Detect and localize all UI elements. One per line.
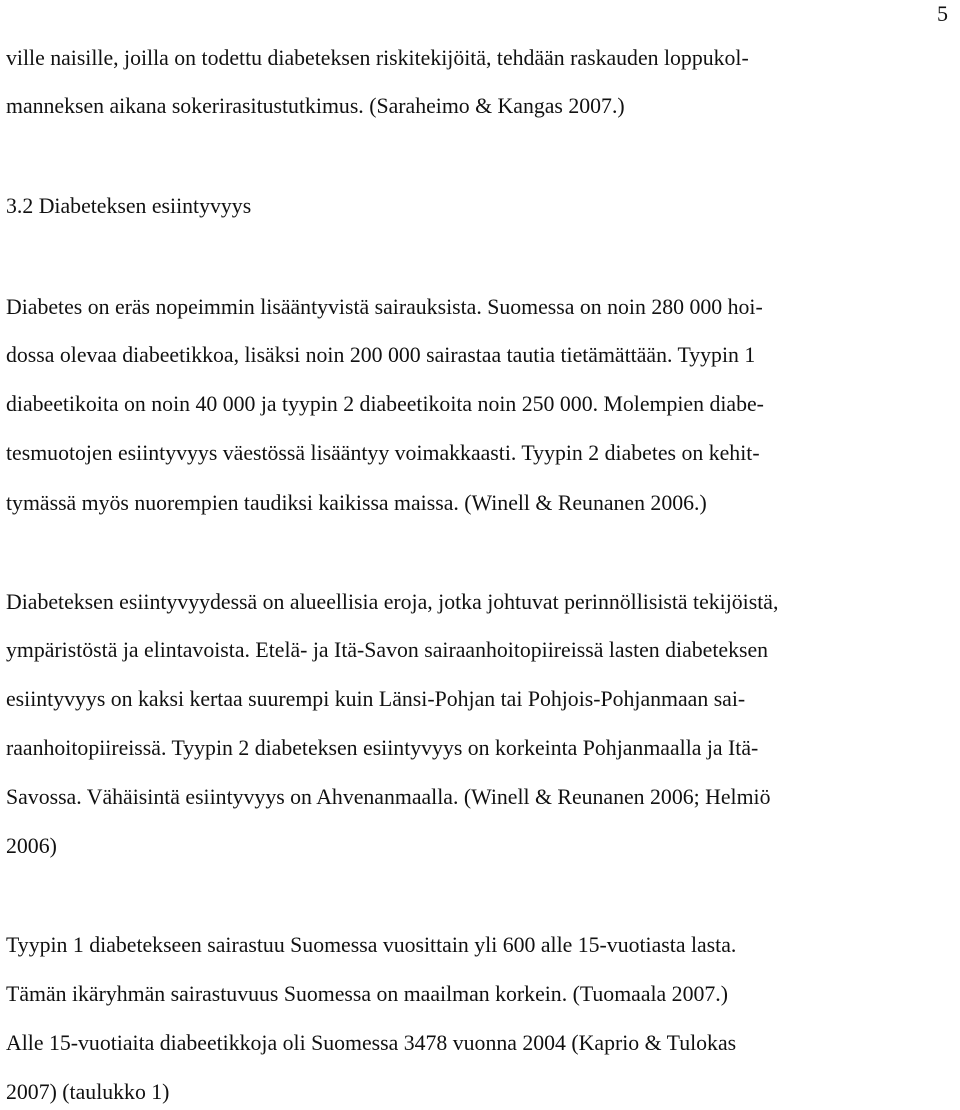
section-heading: 3.2 Diabeteksen esiintyvyys: [6, 194, 252, 218]
paragraph-line: Alle 15-vuotiaita diabeetikkoja oli Suomessa 3478 vuonna 2004 (Kaprio & Tulokas: [6, 1031, 737, 1055]
paragraph-line: 2006): [6, 834, 57, 858]
paragraph-line: raanhoitopiireissä. Tyypin 2 diabeteksen esiintyvyys on korkeinta Pohjanmaalla ja Itä-: [6, 736, 759, 760]
paragraph-line: Diabeteksen esiintyvyydessä on alueellisia eroja, jotka johtuvat perinnöllisistä tekijöistä,: [6, 590, 779, 614]
paragraph-line: 2007) (taulukko 1): [6, 1080, 170, 1104]
paragraph-line: ympäristöstä ja elintavoista. Etelä- ja Itä-Savon sairaanhoitopiireissä lasten diabeteksen: [6, 638, 769, 662]
paragraph-line: Tyypin 1 diabetekseen sairastuu Suomessa vuosittain yli 600 alle 15-vuotiasta lasta.: [6, 933, 737, 957]
paragraph-line: dossa olevaa diabeetikkoa, lisäksi noin 200 000 sairastaa tautia tietämättään. Tyypin 1: [6, 343, 756, 367]
page-number: 5: [937, 1, 948, 26]
paragraph-line: Tämän ikäryhmän sairastuvuus Suomessa on maailman korkein. (Tuomaala 2007.): [6, 982, 728, 1006]
paragraph-line: tymässä myös nuorempien taudiksi kaikissa maissa. (Winell & Reunanen 2006.): [6, 491, 707, 515]
intro-line: manneksen aikana sokerirasitustutkimus. (Saraheimo & Kangas 2007.): [6, 94, 625, 118]
paragraph-line: esiintyvyys on kaksi kertaa suurempi kuin Länsi-Pohjan tai Pohjois-Pohjanmaan sai-: [6, 687, 746, 711]
paragraph-line: Savossa. Vähäisintä esiintyvyys on Ahvenanmaalla. (Winell & Reunanen 2006; Helmiö: [6, 785, 771, 809]
paragraph-line: diabeetikoita on noin 40 000 ja tyypin 2 diabeetikoita noin 250 000. Molempien diabe-: [6, 392, 764, 416]
paragraph-line: tesmuotojen esiintyvyys väestössä lisääntyy voimakkaasti. Tyypin 2 diabetes on kehit-: [6, 441, 760, 465]
paragraph-line: Diabetes on eräs nopeimmin lisääntyvistä sairauksista. Suomessa on noin 280 000 hoi-: [6, 295, 763, 319]
intro-line: ville naisille, joilla on todettu diabeteksen riskitekijöitä, tehdään raskauden loppukol-: [6, 46, 749, 70]
